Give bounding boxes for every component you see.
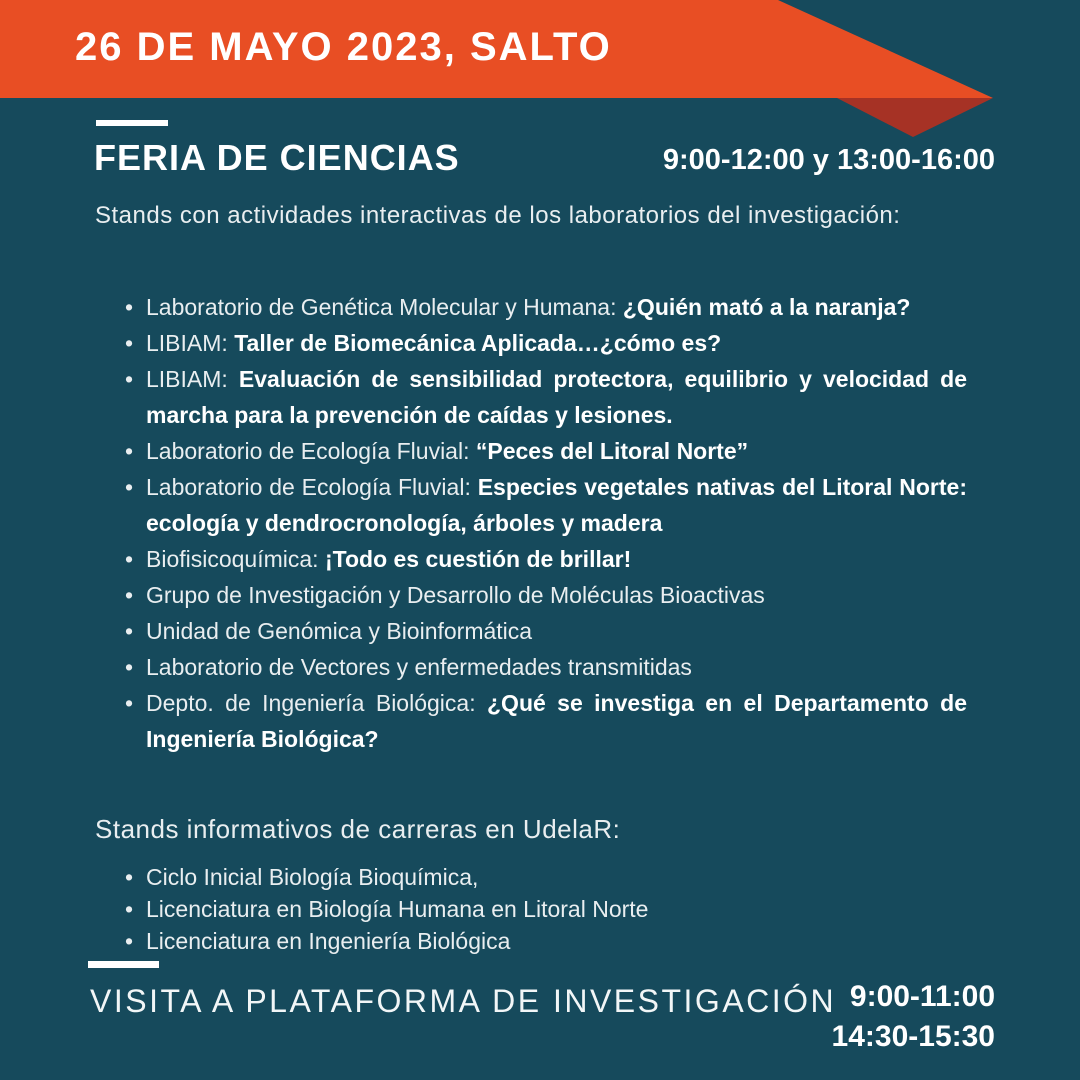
- activity-title-highlight: Especies vegetales nativas del Litoral Norte: ecología y dendrocronología, árboles y madera: [146, 474, 967, 536]
- activity-title-highlight: Taller de Biomecánica Aplicada…¿cómo es?: [234, 330, 722, 356]
- fair-activity-item: [125, 325, 967, 361]
- activity-title-highlight: “Peces del Litoral Norte”: [475, 438, 749, 464]
- activity-lab-name: Laboratorio de Vectores y enfermedades transmitidas: [146, 654, 692, 680]
- fair-schedule: 9:00-12:00 y 13:00-16:00: [662, 144, 995, 176]
- platform-visit-time-afternoon: 14:30-15:30: [831, 1020, 995, 1053]
- fair-intro-text: Stands con actividades interactivas de los laboratorios del investigación:: [95, 202, 901, 229]
- fair-activity-item: [125, 469, 967, 541]
- accent-line: [96, 120, 168, 126]
- fair-activity-item: [125, 289, 967, 325]
- ribbon-banner: [0, 0, 1080, 140]
- activity-lab-name: Laboratorio de Ecología Fluvial:: [146, 474, 478, 500]
- fair-activity-item: [125, 613, 967, 649]
- activity-lab-name: Biofisicoquímica:: [146, 546, 325, 572]
- ribbon-fold-shadow: [837, 98, 993, 137]
- fair-activity-item: [125, 361, 967, 433]
- careers-list: [125, 861, 967, 957]
- activity-lab-name: LIBIAM:: [146, 366, 239, 392]
- careers-section-title: Stands informativos de carreras en UdelaR:: [95, 814, 621, 844]
- platform-visit-title: VISITA A PLATAFORMA DE INVESTIGACIÓN: [90, 983, 837, 1019]
- platform-visit-schedule: [832, 977, 995, 1057]
- activity-lab-name: Depto. de Ingeniería Biológica:: [146, 690, 487, 716]
- activity-title-highlight: ¿Quién mató a la naranja?: [622, 294, 911, 320]
- activity-title-highlight: ¿Qué se investiga en el Departamento de Ingeniería Biológica?: [146, 690, 967, 752]
- fair-activities-list: [125, 289, 967, 757]
- activity-title-highlight: Evaluación de sensibilidad protectora, equilibrio y velocidad de marcha para la prevención de caídas y lesiones.: [146, 366, 967, 428]
- accent-line: [88, 961, 159, 968]
- activity-lab-name: Laboratorio de Genética Molecular y Humana:: [146, 294, 623, 320]
- event-date-title: 26 DE MAYO 2023, SALTO: [75, 25, 612, 69]
- activity-lab-name: Grupo de Investigación y Desarrollo de Moléculas Bioactivas: [146, 582, 765, 608]
- fair-activity-item: [125, 649, 967, 685]
- activity-lab-name: Laboratorio de Ecología Fluvial:: [146, 438, 476, 464]
- career-item: • Licenciatura en Ingeniería Biológica: [125, 925, 967, 957]
- fair-activity-item: [125, 433, 967, 469]
- fair-activity-item: [125, 577, 967, 613]
- platform-visit-time-morning: 9:00-11:00: [849, 980, 995, 1013]
- fair-section-title: FERIA DE CIENCIAS: [94, 137, 460, 178]
- career-item: • Licenciatura en Biología Humana en Litoral Norte: [125, 893, 967, 925]
- fair-activity-item: [125, 685, 967, 757]
- activity-lab-name: Unidad de Genómica y Bioinformática: [146, 618, 533, 644]
- activity-lab-name: LIBIAM:: [146, 330, 235, 356]
- fair-activity-item: [125, 541, 967, 577]
- activity-title-highlight: ¡Todo es cuestión de brillar!: [324, 546, 632, 572]
- career-item: • Ciclo Inicial Biología Bioquímica,: [125, 861, 967, 893]
